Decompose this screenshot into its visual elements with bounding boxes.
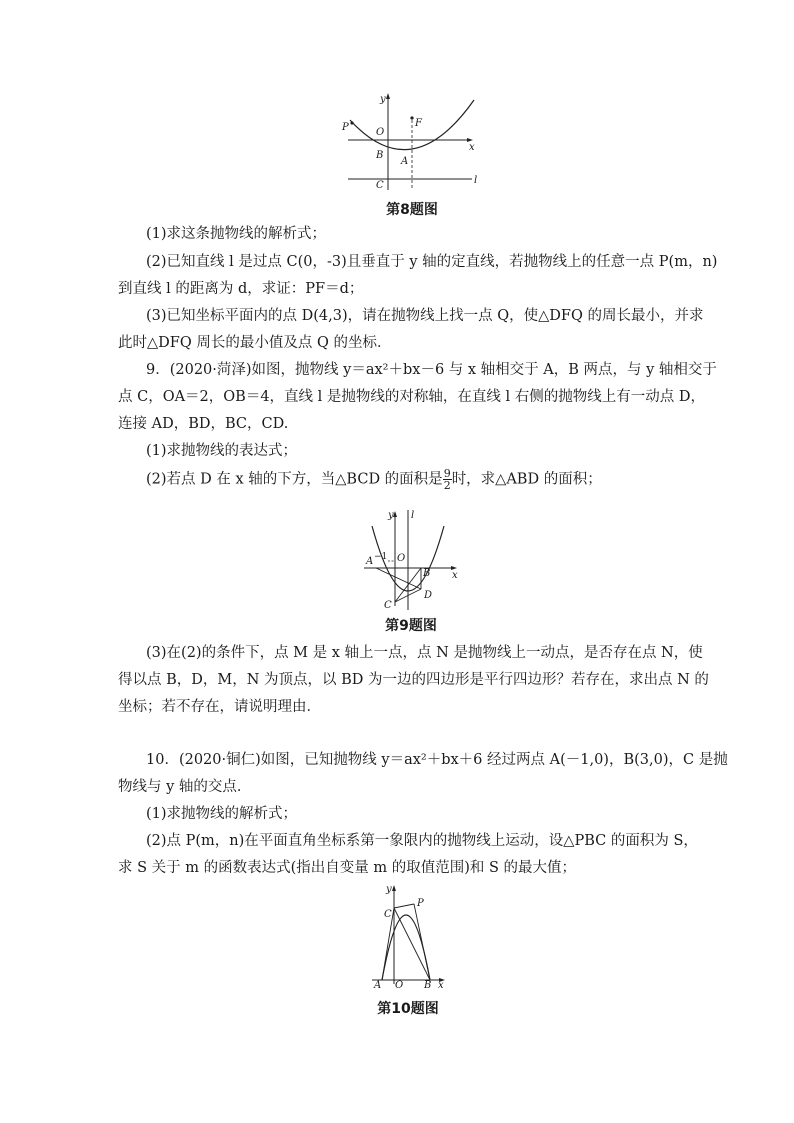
- figure-10-graph: [368, 880, 453, 990]
- q9-part3-line3: 坐标；若不存在，请说明理由．: [118, 699, 321, 715]
- figure-10: [368, 880, 453, 990]
- q10-part1: (1)求抛物线的解析式；: [146, 806, 298, 822]
- q9-part1: (1)求抛物线的表达式；: [146, 443, 298, 459]
- label-x: x: [452, 570, 458, 581]
- q8-part3-line2: 此时△DFQ 周长的最小值及点 Q 的坐标．: [118, 335, 392, 351]
- q9-part2-post: 时，求△ABD 的面积；: [451, 471, 602, 488]
- figure-9-caption: 第9题图: [385, 618, 437, 634]
- q9-stem-line1: 9．(2020·菏泽)如图，抛物线 y＝ax²＋bx－6 与 x 轴相交于 A，B 两点，与 y 轴相交于: [146, 362, 717, 378]
- label-P: P: [342, 122, 349, 133]
- label-A: A: [366, 556, 374, 567]
- label-x: x: [438, 980, 444, 990]
- label-B: B: [424, 980, 432, 990]
- label-P: P: [417, 898, 424, 909]
- figure-8: [338, 90, 488, 195]
- label-l: l: [411, 510, 415, 521]
- q8-part3-line1: (3)已知坐标平面内的点 D(4,3)，请在抛物线上找一点 Q，使△DFQ 的周长最小，并求: [146, 308, 704, 324]
- q10-stem-line2: 物线与 y 轴的交点．: [118, 779, 252, 795]
- q8-part1: (1)求这条抛物线的解析式；: [146, 226, 327, 242]
- label-F: F: [415, 118, 422, 129]
- q8-part2-line2: 到直线 l 的距离为 d，求证：PF＝d；: [118, 281, 364, 297]
- figure-9: [358, 506, 463, 614]
- q10-stem-line1: 10．(2020·铜仁)如图，已知抛物线 y＝ax²＋bx＋6 经过两点 A(－1,0)，B(3,0)，C 是抛: [146, 752, 728, 768]
- q9-part2: [146, 468, 678, 491]
- label-D: D: [424, 590, 433, 601]
- q8-part2-line1: (2)已知直线 l 是过点 C(0，-3)且垂直于 y 轴的定直线，若抛物线上的任意一点 P(m，n): [146, 254, 718, 270]
- label-O: O: [376, 127, 385, 138]
- segment-PB: [414, 904, 430, 980]
- label-C: C: [384, 600, 392, 611]
- figure-8-graph: [338, 90, 488, 195]
- label-minus-one: −1: [374, 552, 388, 562]
- label-O: O: [395, 980, 404, 990]
- label-A: A: [401, 156, 409, 167]
- q9-stem-line3: 连接 AD，BD，BC，CD.: [118, 416, 289, 432]
- q9-part3-line1: (3)在(2)的条件下，点 M 是 x 轴上一点，点 N 是抛物线上一动点，是否存在点 N，使: [146, 645, 703, 661]
- q10-part2-line2: 求 S 关于 m 的函数表达式(指出自变量 m 的取值范围)和 S 的最大值；: [118, 860, 577, 876]
- point-F: [410, 116, 413, 119]
- q9-part3-line2: 得以点 B，D，M，N 为顶点，以 BD 为一边的四边形是平行四边形？若存在，求出点 N 的: [118, 672, 709, 688]
- figure-8-caption: 第8题图: [386, 202, 438, 218]
- fraction-numerator: 9: [443, 467, 451, 480]
- label-l: l: [474, 175, 478, 186]
- label-y: y: [388, 510, 394, 521]
- label-y: y: [380, 94, 386, 105]
- point-P: [350, 121, 353, 124]
- q9-part2-pre: (2)若点 D 在 x 轴的下方，当△BCD 的面积是: [146, 471, 443, 488]
- fraction-denominator: 2: [443, 479, 451, 492]
- figure-10-caption: 第10题图: [377, 1001, 439, 1017]
- label-y: y: [386, 884, 392, 895]
- label-A: A: [374, 980, 382, 990]
- segment-CP: [394, 904, 414, 908]
- label-x: x: [469, 142, 475, 153]
- label-C: C: [376, 180, 384, 191]
- label-O: O: [397, 553, 406, 564]
- fraction-nine-halves: [443, 468, 452, 491]
- label-C: C: [384, 909, 392, 920]
- figure-9-graph: [358, 506, 463, 614]
- label-B: B: [423, 568, 431, 579]
- q9-stem-line2: 点 C，OA＝2，OB＝4，直线 l 是抛物线的对称轴，在直线 l 右侧的抛物线上有一动点 D，: [118, 389, 705, 405]
- label-B: B: [376, 150, 384, 161]
- q10-part2-line1: (2)点 P(m，n)在平面直角坐标系第一象限内的抛物线上运动，设△PBC 的面积为 S，: [146, 833, 698, 849]
